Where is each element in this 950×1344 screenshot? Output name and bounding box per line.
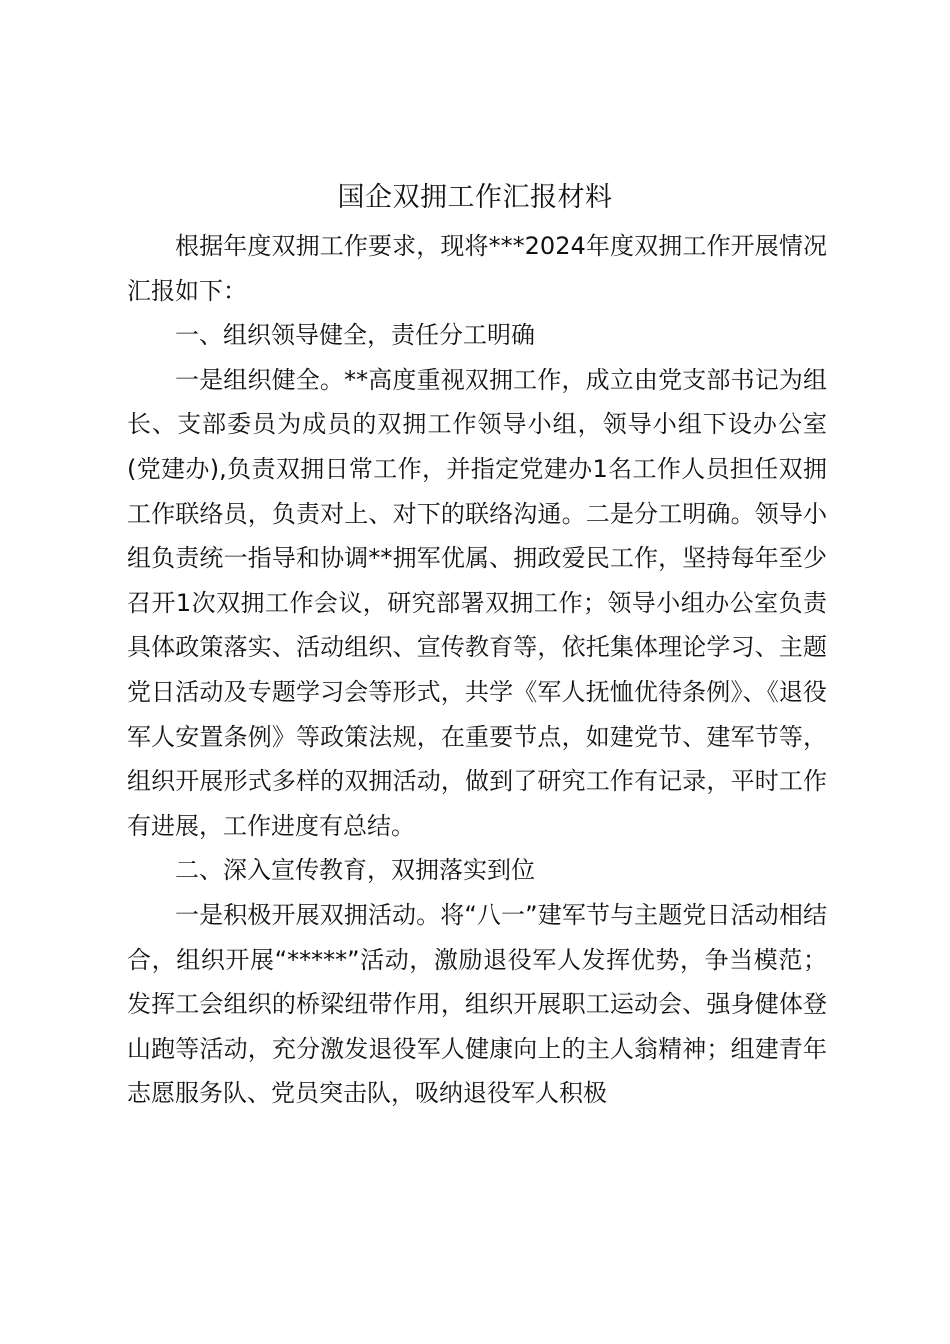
section-heading-1: 一、组织领导健全，责任分工明确 — [175, 321, 535, 350]
document-body — [127, 224, 827, 1116]
section-heading-2: 二、深入宣传教育，双拥落实到位 — [175, 856, 535, 885]
intro-paragraph: 根据年度双拥工作要求，现将***2024年度双拥工作开展情况汇报如下： — [127, 232, 827, 305]
document-title: 国企双拥工作汇报材料 — [337, 182, 613, 213]
section-2-paragraph: 一是积极开展双拥活动。将“八一”建军节与主题党日活动相结合，组织开展“*****”活动，激励退役军人发挥优势，争当模范；发挥工会组织的桥梁纽带作用，组织开展职工运动会、强身健体登山跑等活动，充分激发退役军人健康向上的主人翁精神；组建青年志愿服务队、党员突击队，吸纳退役军人积极 — [127, 900, 827, 1108]
section-1-paragraph: 一是组织健全。**高度重视双拥工作，成立由党支部书记为组长、支部委员为成员的双拥工作领导小组，领导小组下设办公室(党建办),负责双拥日常工作，并指定党建办1名工作人员担任双拥工作联络员，负责对上、对下的联络沟通。二是分工明确。领导小组负责统一指导和协调**拥军优属、拥政爱民工作，坚持每年至少召开1次双拥工作会议，研究部署双拥工作；领导小组办公室负责具体政策落实、活动组织、宣传教育等，依托集体理论学习、主题党日活动及专题学习会等形式，共学《军人抚恤优待条例》、《退役军人安置条例》等政策法规，在重要节点，如建党节、建军节等，组织开展形式多样的双拥活动，做到了研究工作有记录，平时工作有进展，工作进度有总结。 — [127, 365, 827, 840]
